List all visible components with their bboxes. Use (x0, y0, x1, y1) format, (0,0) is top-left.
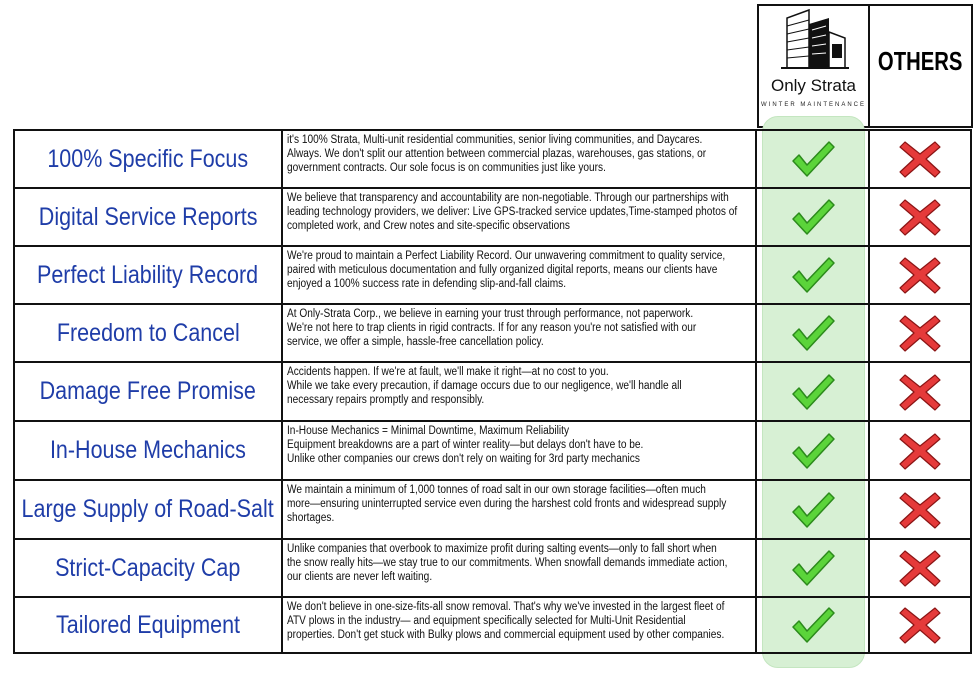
description-line: We maintain a minimum of 1,000 tonnes of road salt in our own storage facilities—often much (287, 484, 706, 496)
others-header (868, 4, 973, 128)
feature-cell (13, 481, 283, 538)
description-line: shortages. (287, 512, 335, 524)
description-line: our clients are never left waiting. (287, 571, 433, 583)
feature-cell (13, 247, 283, 303)
description-line: We're not here to trap clients in rigid contracts. If for any reason you're not satisfied with our (287, 322, 697, 334)
feature-cell (13, 363, 283, 420)
cross-icon (897, 197, 943, 237)
table-row (13, 538, 972, 596)
table-row (13, 361, 972, 420)
brand-subtitle: WINTER MAINTENANCE (761, 102, 866, 108)
feature-cell (13, 305, 283, 361)
feature-title: Perfect Liability Record (37, 260, 259, 289)
strata-cell (757, 422, 870, 479)
feature-cell (13, 540, 283, 596)
cross-icon (897, 605, 943, 645)
strata-cell (757, 305, 870, 361)
description-line: We don't believe in one-size-fits-all snow removal. That's why we've invested in the largest fleet of (287, 601, 725, 613)
description-line: Always. We don't split our attention between commercial plazas, warehouses, gas stations, or (287, 148, 707, 160)
description-line: Unlike other companies our crews don't rely on waiting for 3rd party mechanics (287, 453, 640, 465)
strata-cell (757, 363, 870, 420)
check-icon (790, 255, 836, 295)
feature-cell (13, 189, 283, 245)
feature-title: 100% Specific Focus (47, 144, 249, 173)
cross-icon (897, 490, 943, 530)
description-line: leading technology providers, we deliver: Live GPS-tracked service updates,Time-stamped photos of (287, 206, 738, 218)
cross-icon (897, 372, 943, 412)
feature-title: Freedom to Cancel (56, 318, 240, 347)
description-line: more—ensuring uninterrupted service even during the harshest cold fronts and widespread supply (287, 498, 727, 510)
description-line: We're proud to maintain a Perfect Liability Record. Our unwavering commitment to quality service, (287, 250, 726, 262)
description-line: Unlike companies that overbook to maximize profit during salting events—only to fall short when (287, 543, 717, 555)
others-cell (870, 305, 972, 361)
description-line: properties. Don't get stuck with Bulky plows and commercial equipment used by other companies. (287, 629, 725, 641)
description-cell (283, 598, 757, 652)
description-cell (283, 422, 757, 479)
table-row (13, 303, 972, 361)
check-icon (790, 431, 836, 471)
table-row (13, 596, 972, 654)
strata-cell (757, 131, 870, 187)
description-line: paired with meticulous documentation and fully organized digital reports, means our clients have (287, 264, 718, 276)
others-cell (870, 481, 972, 538)
brand-header (757, 4, 870, 128)
description-cell (283, 305, 757, 361)
strata-cell (757, 598, 870, 652)
others-cell (870, 422, 972, 479)
cross-icon (897, 313, 943, 353)
feature-title: Large Supply of Road-Salt (21, 495, 275, 523)
brand-name: Only Strata (770, 76, 857, 95)
feature-title: Tailored Equipment (55, 610, 241, 639)
feature-cell (13, 131, 283, 187)
cross-icon (897, 548, 943, 588)
building-logo-icon (779, 8, 851, 70)
others-cell (870, 363, 972, 420)
description-line: ATV plows in the industry— and equipment specifically selected for Multi-Unit Residential (287, 615, 686, 627)
others-cell (870, 598, 972, 652)
strata-cell (757, 540, 870, 596)
check-icon (790, 313, 836, 353)
description-line: enjoyed a 100% success rate in defending slip-and-fall claims. (287, 278, 567, 290)
description-line: While we take every precaution, if damage occurs due to our negligence, we'll handle all (287, 380, 682, 392)
others-cell (870, 189, 972, 245)
description-line: it's 100% Strata, Multi-unit residential communities, senior living communities, and Daycares. (287, 134, 703, 146)
cross-icon (897, 139, 943, 179)
feature-title: In-House Mechanics (49, 436, 246, 464)
check-icon (790, 490, 836, 530)
description-cell (283, 363, 757, 420)
description-line: government contracts. Our sole focus is on communities just like yours. (287, 162, 606, 174)
description-line: We believe that transparency and accountability are non-negotiable. Through our partnerships with (287, 192, 729, 204)
feature-cell (13, 598, 283, 652)
others-cell (870, 131, 972, 187)
description-line: Equipment breakdowns are a part of winter reality—but delays don't have to be. (287, 439, 644, 451)
others-label: OTHERS (878, 45, 963, 76)
table-row (13, 479, 972, 538)
check-icon (790, 139, 836, 179)
strata-cell (757, 247, 870, 303)
feature-title: Damage Free Promise (39, 377, 257, 405)
description-cell (283, 247, 757, 303)
description-line: service, we offer a simple, hassle-free cancellation policy. (287, 336, 544, 348)
description-line: Accidents happen. If we're at fault, we'll make it right—at no cost to you. (287, 366, 609, 378)
table-row (13, 245, 972, 303)
cross-icon (897, 431, 943, 471)
check-icon (790, 605, 836, 645)
table-row (13, 187, 972, 245)
description-line: In-House Mechanics = Minimal Downtime, Maximum Reliability (287, 425, 570, 437)
description-cell (283, 131, 757, 187)
strata-cell (757, 481, 870, 538)
description-line: the snow really hits—we stay true to our commitments. When snowfall demands immediate action, (287, 557, 728, 569)
table-row (13, 420, 972, 479)
description-cell (283, 189, 757, 245)
feature-title: Digital Service Reports (38, 202, 258, 231)
check-icon (790, 548, 836, 588)
feature-title: Strict-Capacity Cap (55, 553, 241, 582)
strata-cell (757, 189, 870, 245)
table-row (13, 129, 972, 187)
check-icon (790, 197, 836, 237)
description-line: At Only-Strata Corp., we believe in earning your trust through performance, not paperwork. (287, 308, 694, 320)
others-cell (870, 247, 972, 303)
description-line: completed work, and Crew notes and site-specific observations (287, 220, 570, 232)
description-cell (283, 540, 757, 596)
feature-cell (13, 422, 283, 479)
cross-icon (897, 255, 943, 295)
description-cell (283, 481, 757, 538)
check-icon (790, 372, 836, 412)
description-line: necessary repairs promptly and responsibly. (287, 394, 485, 406)
others-cell (870, 540, 972, 596)
